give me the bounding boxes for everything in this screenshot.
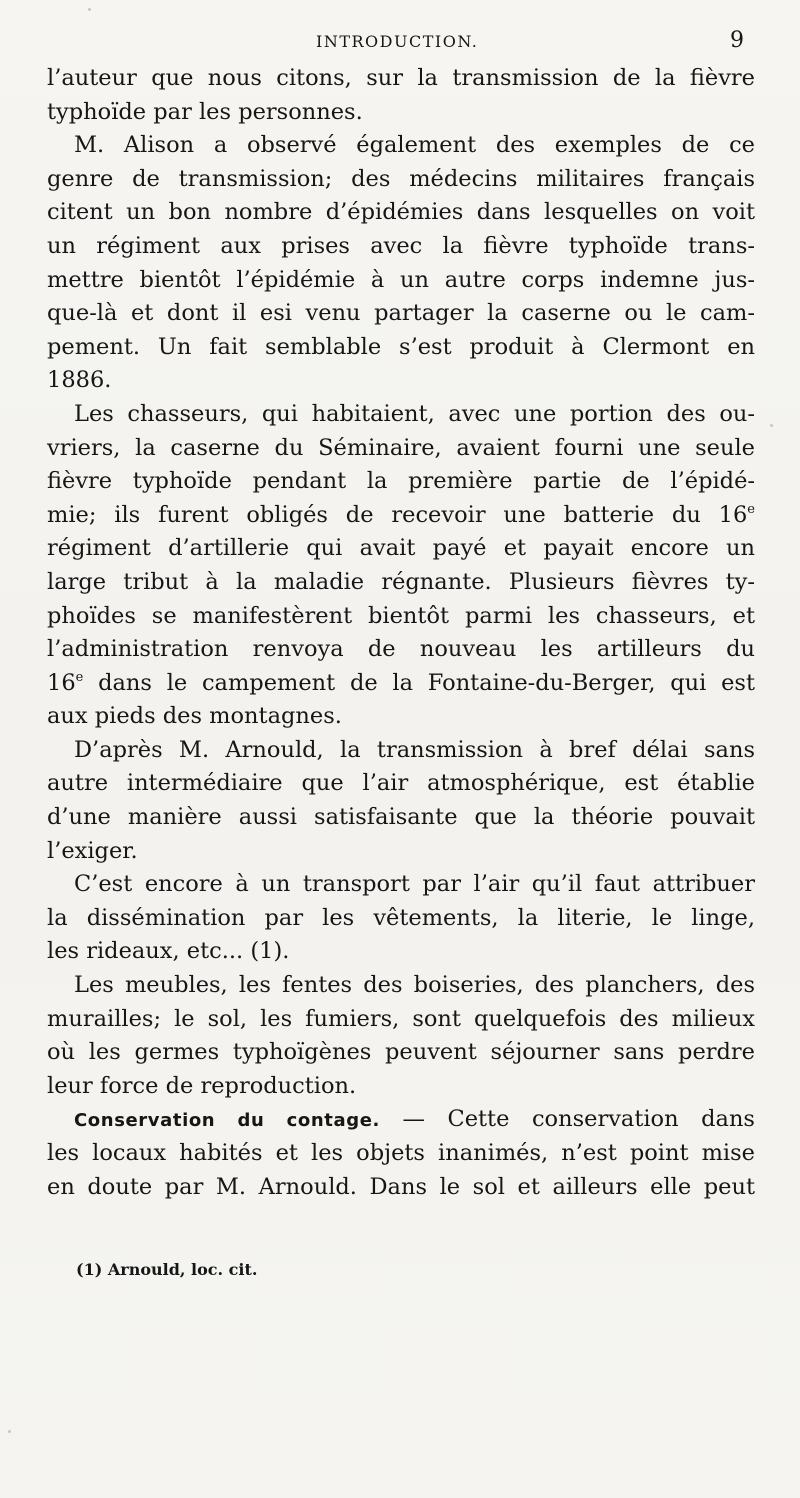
text-line: large tribut à la maladie régnante. Plusieurs fièvres ty- bbox=[47, 568, 755, 595]
text-line: D’après M. Arnould, la transmission à bref délai sans bbox=[74, 736, 755, 763]
text-line: l’administration renvoya de nouveau les artilleurs du bbox=[47, 636, 755, 663]
text-line bbox=[47, 667, 755, 701]
text-line: mettre bientôt l’épidémie à un autre corps indemne jus- bbox=[47, 266, 755, 293]
text-line: régiment d’artillerie qui avait payé et payait encore un bbox=[47, 535, 755, 562]
text-line: vriers, la caserne du Séminaire, avaient fourni une seule bbox=[47, 434, 755, 461]
page-number: 9 bbox=[730, 28, 744, 53]
paper-speck bbox=[770, 424, 773, 427]
text-line: un régiment aux prises avec la fièvre typhoïde trans- bbox=[47, 232, 755, 259]
text-line: leur force de reproduction. bbox=[47, 1072, 357, 1099]
text-line: l’auteur que nous citons, sur la transmission de la fièvre bbox=[47, 65, 755, 91]
text-line: genre de transmission; des médecins militaires français bbox=[47, 165, 755, 192]
text-line: M. Alison a observé également des exemples de ce bbox=[74, 132, 755, 159]
footnote: (1) Arnould, loc. cit. bbox=[76, 1260, 258, 1279]
text-line: en doute par M. Arnould. Dans le sol et ailleurs elle peut bbox=[47, 1173, 755, 1200]
text-run: — Cette conservation dans bbox=[379, 1106, 755, 1133]
body-text bbox=[47, 62, 755, 1204]
text-run: mie; ils furent obligés de recevoir une batterie du 16 bbox=[47, 501, 748, 528]
text-line: autre intermédiaire que l’air atmosphérique, est établie bbox=[47, 770, 755, 797]
paper-speck bbox=[8, 1430, 11, 1433]
text-run: 16 bbox=[47, 669, 76, 696]
text-line: que-là et dont il esi venu partager la caserne ou le cam- bbox=[47, 300, 755, 327]
text-line: phoïdes se manifestèrent bientôt parmi les chasseurs, et bbox=[47, 602, 755, 629]
text-line bbox=[47, 1103, 755, 1137]
text-line: la dissémination par les vêtements, la literie, le linge, bbox=[47, 904, 755, 931]
text-line: d’une manière aussi satisfaisante que la théorie pouvait bbox=[47, 804, 755, 831]
text-line: l’exiger. bbox=[47, 837, 138, 864]
running-title: INTRODUCTION. bbox=[316, 32, 479, 51]
text-line bbox=[47, 499, 755, 533]
running-header bbox=[0, 30, 800, 56]
superscript: e bbox=[747, 501, 755, 517]
text-run: dans le campement de la Fontaine-du-Berger, qui est bbox=[83, 669, 755, 696]
text-line: murailles; le sol, les fumiers, sont quelquefois des milieux bbox=[47, 1005, 755, 1032]
text-line: aux pieds des montagnes. bbox=[47, 703, 342, 730]
text-line: pement. Un fait semblable s’est produit à Clermont en bbox=[47, 333, 755, 360]
text-line: C’est encore à un transport par l’air qu’il faut attribuer bbox=[74, 871, 755, 898]
text-line: Les meubles, les fentes des boiseries, des planchers, des bbox=[74, 972, 755, 999]
text-line: les locaux habités et les objets inanimés, n’est point mise bbox=[47, 1140, 755, 1166]
text-line: fièvre typhoïde pendant la première partie de l’épidé- bbox=[47, 468, 755, 495]
text-line: où les germes typhoïgènes peuvent séjourner sans perdre bbox=[47, 1039, 755, 1066]
section-heading: Conservation du contage. bbox=[74, 1110, 380, 1132]
text-line: Les chasseurs, qui habitaient, avec une portion des ou- bbox=[74, 400, 755, 427]
text-line: typhoïde par les personnes. bbox=[47, 98, 363, 125]
text-line: 1886. bbox=[47, 367, 112, 394]
text-line: les rideaux, etc... (1). bbox=[47, 938, 290, 965]
superscript: e bbox=[75, 669, 84, 685]
text-line: citent un bon nombre d’épidémies dans lesquelles on voit bbox=[47, 199, 755, 226]
paper-speck bbox=[88, 8, 91, 11]
